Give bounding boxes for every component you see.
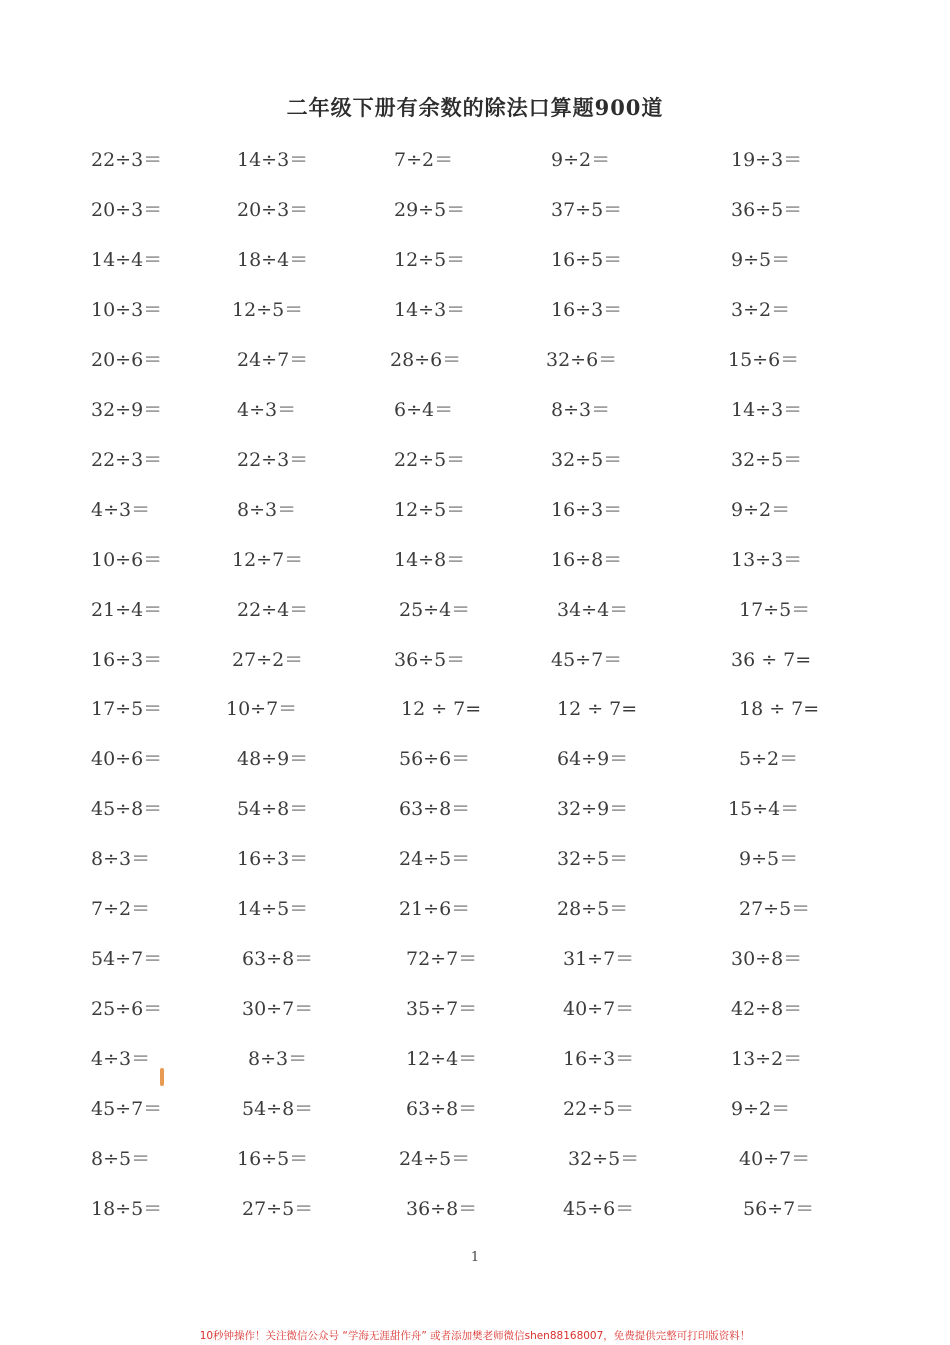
division-problem: 18÷5＝: [91, 1197, 163, 1220]
division-problem: 34÷4＝: [557, 598, 629, 621]
division-problem: 9÷5＝: [739, 848, 799, 871]
division-problem: 32÷5＝: [551, 448, 623, 471]
division-problem: 27÷5＝: [242, 1197, 314, 1220]
division-problem: 40÷7＝: [739, 1148, 811, 1170]
division-problem: 20÷3＝: [237, 198, 309, 221]
division-problem: 16÷5＝: [551, 248, 623, 271]
problem-row: [0, 944, 950, 974]
division-problem: 21÷4＝: [91, 598, 163, 621]
division-problem: 4÷3＝: [91, 498, 151, 521]
division-problem: 27÷5＝: [739, 898, 811, 921]
division-problem: 12 ÷ 7=: [557, 698, 638, 721]
problem-row: [0, 1194, 950, 1224]
page-number: 1: [470, 1250, 480, 1265]
scan-mark: [160, 1068, 164, 1086]
division-problem: 17÷5＝: [739, 598, 811, 621]
division-problem: 22÷5＝: [563, 1098, 635, 1121]
division-problem: 10÷6＝: [91, 548, 163, 571]
division-problem: 16÷5＝: [237, 1148, 309, 1170]
division-problem: 30÷8＝: [731, 948, 803, 971]
division-problem: 19÷3＝: [731, 149, 803, 171]
division-problem: 14÷3＝: [394, 298, 466, 321]
division-problem: 16÷3＝: [551, 298, 623, 321]
division-problem: 24÷7＝: [237, 348, 309, 371]
division-problem: 9÷2＝: [551, 149, 611, 171]
division-problem: 32÷9＝: [91, 398, 163, 421]
division-problem: 13÷3＝: [731, 548, 803, 571]
division-problem: 9÷5＝: [731, 248, 791, 271]
problem-row: [0, 1144, 950, 1174]
division-problem: 14÷4＝: [91, 248, 163, 271]
division-problem: 63÷8＝: [242, 948, 314, 971]
division-problem: 32÷6＝: [546, 348, 618, 371]
footer-promo-text: 10秒钟操作！关注微信公众号 “学海无涯甜作舟” 或者添加樊老师微信shen88168007，免费提供完整可打印版资料！: [199, 1330, 751, 1342]
problem-row: [0, 445, 950, 475]
problem-row: [0, 794, 950, 824]
division-problem: 42÷8＝: [731, 998, 803, 1021]
division-problem: 32÷5＝: [731, 448, 803, 471]
division-problem: 12÷5＝: [232, 298, 304, 321]
division-problem: 13÷2＝: [731, 1048, 803, 1071]
division-problem: 5÷2＝: [739, 748, 799, 771]
division-problem: 37÷5＝: [551, 198, 623, 221]
division-problem: 12÷5＝: [394, 498, 466, 521]
division-problem: 24÷5＝: [399, 1148, 471, 1170]
problem-row: [0, 595, 950, 625]
division-problem: 31÷7＝: [563, 948, 635, 971]
division-problem: 63÷8＝: [406, 1098, 478, 1121]
division-problem: 9÷2＝: [731, 498, 791, 521]
division-problem: 25÷4＝: [399, 598, 471, 621]
division-problem: 16÷3＝: [551, 498, 623, 521]
division-problem: 56÷7＝: [743, 1197, 815, 1220]
problem-row: [0, 295, 950, 325]
division-problem: 7÷2＝: [91, 898, 151, 921]
division-problem: 27÷2＝: [232, 648, 304, 671]
division-problem: 20÷3＝: [91, 198, 163, 221]
division-problem: 64÷9＝: [557, 748, 629, 771]
division-problem: 8÷3＝: [237, 498, 297, 521]
division-problem: 16÷3＝: [563, 1048, 635, 1071]
division-problem: 72÷7＝: [406, 948, 478, 971]
division-problem: 16÷8＝: [551, 548, 623, 571]
division-problem: 8÷3＝: [551, 398, 611, 421]
division-problem: 14÷8＝: [394, 548, 466, 571]
division-problem: 36÷5＝: [394, 648, 466, 671]
division-problem: 24÷5＝: [399, 848, 471, 871]
division-problem: 45÷8＝: [91, 798, 163, 821]
problem-row: [0, 345, 950, 375]
division-problem: 10÷7＝: [226, 698, 298, 721]
division-problem: 6÷4＝: [394, 398, 454, 421]
division-problem: 40÷6＝: [91, 748, 163, 771]
division-problem: 32÷9＝: [557, 798, 629, 821]
division-problem: 14÷3＝: [731, 398, 803, 421]
division-problem: 22÷4＝: [237, 598, 309, 621]
division-problem: 8÷3＝: [91, 848, 151, 871]
problem-row: [0, 395, 950, 425]
division-problem: 54÷7＝: [91, 948, 163, 971]
division-problem: 12÷7＝: [232, 548, 304, 571]
division-problem: 17÷5＝: [91, 698, 163, 721]
division-problem: 36÷5＝: [731, 198, 803, 221]
division-problem: 22÷5＝: [394, 448, 466, 471]
problem-row: [0, 994, 950, 1024]
problem-row: [0, 245, 950, 275]
division-problem: 14÷5＝: [237, 898, 309, 921]
division-problem: 32÷5＝: [568, 1148, 640, 1170]
division-problem: 29÷5＝: [394, 198, 466, 221]
division-problem: 40÷7＝: [563, 998, 635, 1021]
division-problem: 28÷6＝: [390, 348, 462, 371]
division-problem: 48÷9＝: [237, 748, 309, 771]
division-problem: 15÷6＝: [728, 348, 800, 371]
problem-row: [0, 545, 950, 575]
problem-row: [0, 1044, 950, 1074]
division-problem: 12÷5＝: [394, 248, 466, 271]
division-problem: 20÷6＝: [91, 348, 163, 371]
division-problem: 16÷3＝: [237, 848, 309, 871]
problem-row: [0, 1094, 950, 1124]
problem-row: [0, 645, 950, 675]
problem-row: [0, 894, 950, 924]
division-problem: 14÷3＝: [237, 149, 309, 171]
division-problem: 45÷7＝: [91, 1098, 163, 1121]
division-problem: 30÷7＝: [242, 998, 314, 1021]
problem-row: [0, 844, 950, 874]
division-problem: 28÷5＝: [557, 898, 629, 921]
division-problem: 54÷8＝: [237, 798, 309, 821]
division-problem: 56÷6＝: [399, 748, 471, 771]
division-problem: 16÷3＝: [91, 648, 163, 671]
division-problem: 7÷2＝: [394, 149, 454, 171]
division-problem: 22÷3＝: [91, 149, 163, 171]
division-problem: 18 ÷ 7=: [739, 698, 820, 721]
division-problem: 54÷8＝: [242, 1098, 314, 1121]
problem-row: [0, 145, 950, 175]
division-problem: 3÷2＝: [731, 298, 791, 321]
division-problem: 10÷3＝: [91, 298, 163, 321]
division-problem: 15÷4＝: [728, 798, 800, 821]
problem-row: [0, 195, 950, 225]
problem-row: [0, 694, 950, 724]
division-problem: 9÷2＝: [731, 1098, 791, 1121]
division-problem: 4÷3＝: [91, 1048, 151, 1071]
division-problem: 35÷7＝: [406, 998, 478, 1021]
division-problem: 8÷3＝: [248, 1048, 308, 1071]
page-title: 二年级下册有余数的除法口算题900道: [286, 95, 664, 120]
division-problem: 4÷3＝: [237, 398, 297, 421]
division-problem: 8÷5＝: [91, 1148, 151, 1170]
division-problem: 12÷4＝: [406, 1048, 478, 1071]
division-problem: 22÷3＝: [237, 448, 309, 471]
division-problem: 63÷8＝: [399, 798, 471, 821]
division-problem: 45÷6＝: [563, 1197, 635, 1220]
division-problem: 21÷6＝: [399, 898, 471, 921]
division-problem: 36÷8＝: [406, 1197, 478, 1220]
problem-row: [0, 744, 950, 774]
division-problem: 22÷3＝: [91, 448, 163, 471]
division-problem: 45÷7＝: [551, 648, 623, 671]
division-problem: 32÷5＝: [557, 848, 629, 871]
division-problem: 25÷6＝: [91, 998, 163, 1021]
division-problem: 18÷4＝: [237, 248, 309, 271]
division-problem: 36 ÷ 7=: [731, 648, 812, 671]
problem-row: [0, 495, 950, 525]
division-problem: 12 ÷ 7=: [401, 698, 482, 721]
